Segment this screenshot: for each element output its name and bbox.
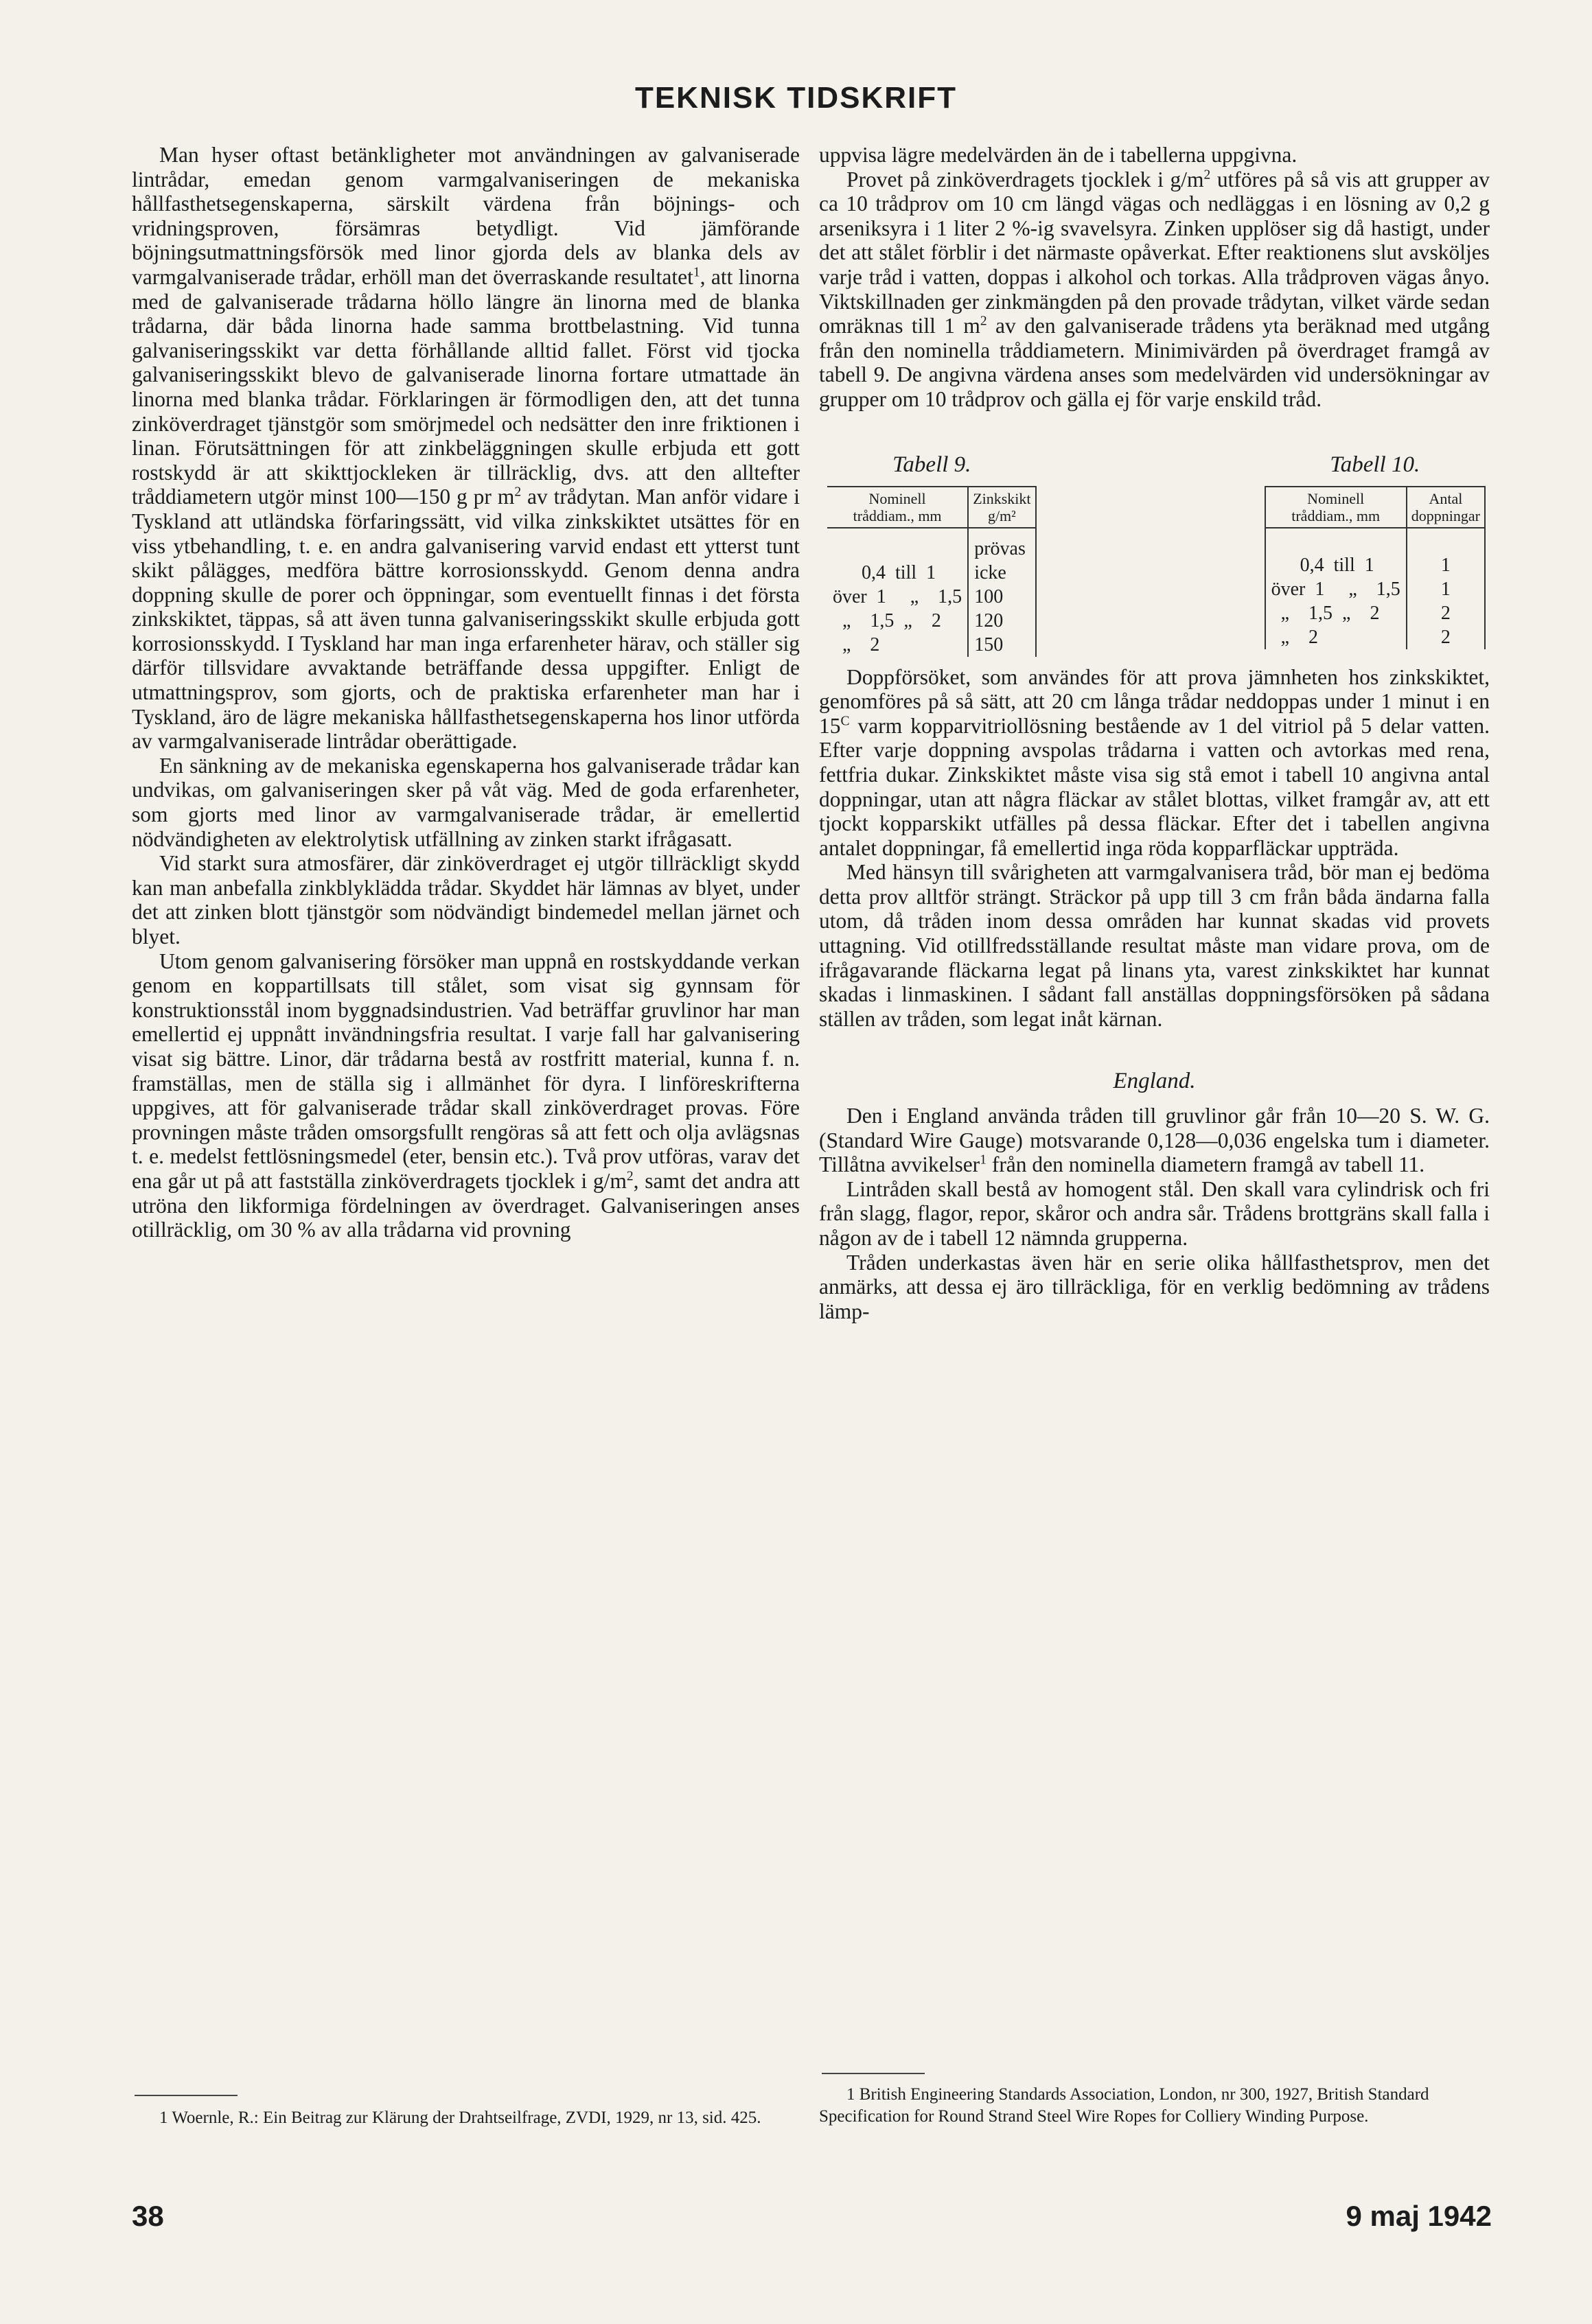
footnote: 1 Woernle, R.: Ein Beitrag zur Klärung der Drahtseilfrage, ZVDI, 1929, nr 13, sid. 425. xyxy=(159,2108,761,2127)
paragraph: uppvisa lägre medelvärden än de i tabellerna uppgivna. xyxy=(819,143,1297,167)
table-row: över 1 „ 1,5 1 xyxy=(1265,577,1485,601)
paragraph: Lintråden skall bestå av homogent stål. Den skall vara cylindrisk och fri från slagg, flagor, repor, skåror och andra sår. Trådens brottgräns skall falla i någon av de i tabell 12 nämnda grupperna. xyxy=(819,1176,1490,1250)
paragraph: En sänkning av de mekaniska egenskaperna hos galvaniserade trådar kan undvikas, om galvaniseringen sker på våt väg. Med de goda erfarenheter, som gjorts med linor av varmgalvaniserade trådar, är emellertid nödvändigheten av elektrolytisk utfällning av zinken starkt ifrågasatt. xyxy=(132,753,800,851)
table-row: „ 2 150 xyxy=(827,633,1036,657)
paragraph: Provet på zinköverdragets tjocklek i $g/m^2$ utföres på så vis att grupper av ca 10 trådprov om 10 cm längd vägas och nedläggas i en lösning av 0,2 g arseniksyra i 1 liter 2 %-ig svavelsyra. Zinken upplöser sig då hastigt, under det att stålet förblir i det närmaste opåverkat. Efter reaktionens slut avsköljes varje tråd i vatten, doppas i alkohol och torkas. Alla trådproven vägas ånyo. Viktskillnaden ger zinkmängden på den provade trådytan, vilket värde sedan omräknas till 1 $m^2$ av den galvaniserade trådens yta beräknad med utgång från den nominella tråddiametern. Minimivärden på överdraget framgå av tabell 9. De angivna värdena anses som medelvärden vid undersökningar av grupper om 10 trådprov och gälla ej för varje enskild tråd. xyxy=(819,167,1490,411)
paragraph: Utom genom galvanisering försöker man uppnå en rostskyddande verkan genom en koppartillsats till stålet, som visat sig gynnsam för konstruktionsstål inom byggnadsindustrien. Vad beträffar gruvlinor har man emellertid ej uppnått invändningsfria resultat. I varje fall har galvanisering visat sig bättre. Linor, där trådarna bestå av rostfritt material, kunna f. n. framställas, men de ställa sig i allmänhet för dyra. I linföreskrifterna uppgives, att för galvaniserade trådar skall zinköverdraget provas. Före provningen måste tråden omsorgsfullt rengöras så att fett och olja avlägsnas t. e. medelst fettlösningsmedel (eter, bensin etc.). Två prov utföras, varav det ena går ut på att fastställa zinköverdragets tjocklek i $g/m^2$, samt det andra att utröna den likformiga fördelningen av överdraget. Galvaniseringen anses otillräcklig, om 30 % av alla trådarna vid provning xyxy=(132,949,800,1242)
table-caption: Tabell 10. xyxy=(1330,452,1420,477)
right-column xyxy=(819,143,1490,1323)
tables-row xyxy=(827,452,1486,657)
footnote: 1 British Engineering Standards Association, London, nr 300, 1927, British Standard Specification for Round Strand Steel Wire Ropes for Colliery Winding Purpose. xyxy=(819,2085,1429,2126)
table-9: Tabell 9. Nominell tråddiam., mm Zinkskikt g/m² prövas 0,4 till 1 icke över 1 „ 1,5 100 „ 1,5 „ 2 120 „ 2 150 xyxy=(827,452,1037,657)
paragraph: Doppförsöket, som användes för att prova jämnheten hos zinkskiktet, genomföres på så sätt, att 20 cm långa trådar neddoppas under 1 minut i en $15^C$ varm kopparvitriollösning bestående av 1 del vitriol på 5 delar vatten. Efter varje doppning avspolas trådarna i vatten och avtorkas med rena, fettfria dukar. Zinkskiktet måste visa sig stå emot i tabell 10 angivna antal doppningar, utan att några fläckar av stålet blottas, vilket framgår av, att ett tjockt kopparskikt utfälles på dessa fläckar. Efter det i tabellen angivna antalet doppningar, få emellertid inga röda kopparfläckar uppträda. xyxy=(819,664,1490,860)
paragraph: Tråden underkastas även här en serie olika hållfasthetsprov, men det anmärks, att dessa ej äro tillräckliga, för en verklig bedömning av trådens lämp- xyxy=(819,1250,1490,1323)
table-10: Tabell 10. Nominell tråddiam., mm Antal doppningar 0,4 till 1 1 över 1 „ 1,5 1 „ 1,5 „ 2 2 „ 2 2 xyxy=(1265,452,1486,649)
paragraph: Man hyser oftast betänkligheter mot användningen av galvaniserade lintrådar, emedan genom varmgalvaniseringen de mekaniska hållfasthetsegenskaperna, särskilt värdena från böjnings- och vridningsproven, försämras betydligt. Vid jämförande böjningsutmattningsförsök med linor gjorda dels av blanka dels av varmgalvaniserade trådar, erhöll man det överraskande resultatet$^1$, att linorna med de galvaniserade trådarna höllo längre än linorna med de blanka trådarna, där båda linorna hade samma brottbelastning. Vid tunna galvaniseringsskikt var detta förhållande alltid fallet. Först vid tjocka galvaniseringsskikt blevo de galvaniserade linorna fortare utmattade än linorna med blanka trådar. Förklaringen är förmodligen den, att det tunna zinköverdraget tjänstgör som smörjmedel och nedsätter den inre friktionen i linan. Förutsättningen för att zinkbeläggningen skulle erbjuda ett gott rostskydd är att skikttjockleken är tillräcklig, dvs. att den alltefter tråddiametern utgör minst 100—150 g pr $m^2$ av trådytan. Man anför vidare i Tyskland att utländska förfaringssätt, vid vilka zinkskiktet utsättes för en viss ytbehandling, t. e. en andra galvanisering varvid endast ett ytterst tunt skikt pålägges, medföra bättre korrosionsskydd. Genom denna andra doppning skulle de porer och öppningar, som eventuellt finnas i det första zinkskiktet, täppas, så att även tunna galvaniseringsskikt skulle erbjuda gott korrosionsskydd. I Tyskland har man inga erfarenheter härav, och ställer sig därför tillsvidare avvaktande beträffande dessa uppgifter. Enligt de utmattningsprov, som gjorts, och de praktiska erfarenheter man har i Tyskland, äro de lägre mekaniska hållfasthetsegenskaperna hos linor utförda av varmgalvaniserade lintrådar oberättigade. xyxy=(132,143,800,754)
paragraph: Vid starkt sura atmosfärer, där zinköverdraget ej utgör tillräckligt skydd kan man anbefalla zinkblyklädda trådar. Skyddet här lämnas av blyet, under det att zinken blott tjänstgör som nödvändigt bindemedel mellan järnet och blyet. xyxy=(132,851,800,949)
table-row: över 1 „ 1,5 100 xyxy=(827,585,1036,609)
issue-date: 9 maj 1942 xyxy=(1346,2200,1492,2232)
journal-title: TEKNISK TIDSKRIFT xyxy=(634,81,958,115)
table-row: „ 1,5 „ 2 2 xyxy=(1265,601,1485,625)
table-row: „ 1,5 „ 2 120 xyxy=(827,609,1036,633)
paragraph: Den i England använda tråden till gruvlinor går från 10—20 S. W. G. (Standard Wire Gauge) motsvarande 0,128—0,036 engelska tum i diameter. Tillåtna avvikelser$^1$ från den nominella diametern framgå av tabell 11. xyxy=(819,1104,1490,1177)
footnote-rule xyxy=(822,2073,925,2074)
table-row: 0,4 till 1 icke xyxy=(827,561,1036,585)
left-column xyxy=(132,143,800,1242)
table-row: prövas xyxy=(827,537,1036,561)
section-heading: England. xyxy=(1113,1069,1196,1094)
footnote-rule xyxy=(135,2095,238,2096)
table-row: 0,4 till 1 1 xyxy=(1265,553,1485,577)
table-caption: Tabell 9. xyxy=(892,452,971,477)
paragraph: Med hänsyn till svårigheten att varmgalvanisera tråd, bör man ej bedöma detta prov alltför strängt. Sträckor på upp till 3 cm från båda ändarna falla utom, då tråden inom dessa områden har kunnat skadas vid provets uttagning. Vid otillfredsställande resultat måste man vidare prova, om de ifrågavarande fläckarna legat på linans yta, varest zinkskiktet har kunnat skadas i linmaskinen. I sådant fall anställas doppningsförsöken på sådana ställen av tråden, som legat inåt kärnan. xyxy=(819,860,1490,1031)
table-row: „ 2 2 xyxy=(1265,625,1485,649)
page-number: 38 xyxy=(132,2200,164,2232)
